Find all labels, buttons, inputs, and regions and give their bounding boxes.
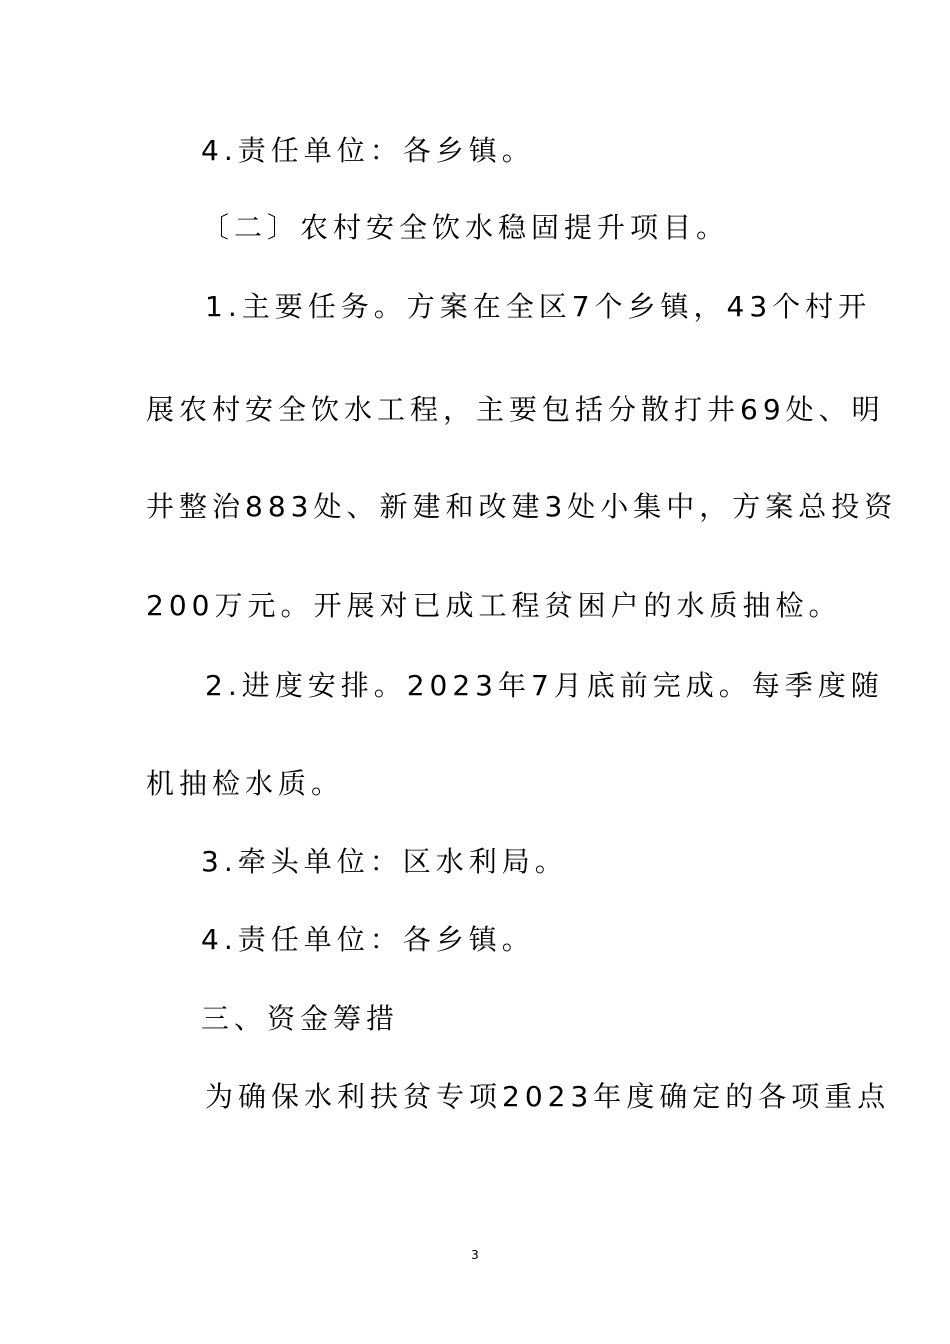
section-heading: 三、资金筹措 [201, 1002, 400, 1035]
paragraph-line: 1.主要任务。方案在全区7个乡镇，43个村开 [205, 290, 872, 323]
paragraph-line: 机抽检水质。 [146, 767, 345, 800]
page-number: 3 [471, 1248, 479, 1262]
paragraph-line: 3.牵头单位：区水利局。 [201, 845, 568, 878]
paragraph-line: 展农村安全饮水工程，主要包括分散打井69处、明 [146, 393, 885, 426]
paragraph-line: 井整治883处、新建和改建3处小集中，方案总投资 [146, 490, 898, 523]
paragraph-line: 200万元。开展对已成工程贫困户的水质抽检。 [146, 589, 842, 622]
paragraph-line: 2.进度安排。2023年7月底前完成。每季度随 [205, 669, 884, 702]
paragraph-line: 4.责任单位：各乡镇。 [201, 134, 535, 167]
paragraph-line: 4.责任单位：各乡镇。 [201, 923, 535, 956]
section-heading: 〔二〕农村安全饮水稳固提升项目。 [201, 211, 730, 244]
paragraph-line: 为确保水利扶贫专项2023年度确定的各项重点 [205, 1080, 891, 1113]
